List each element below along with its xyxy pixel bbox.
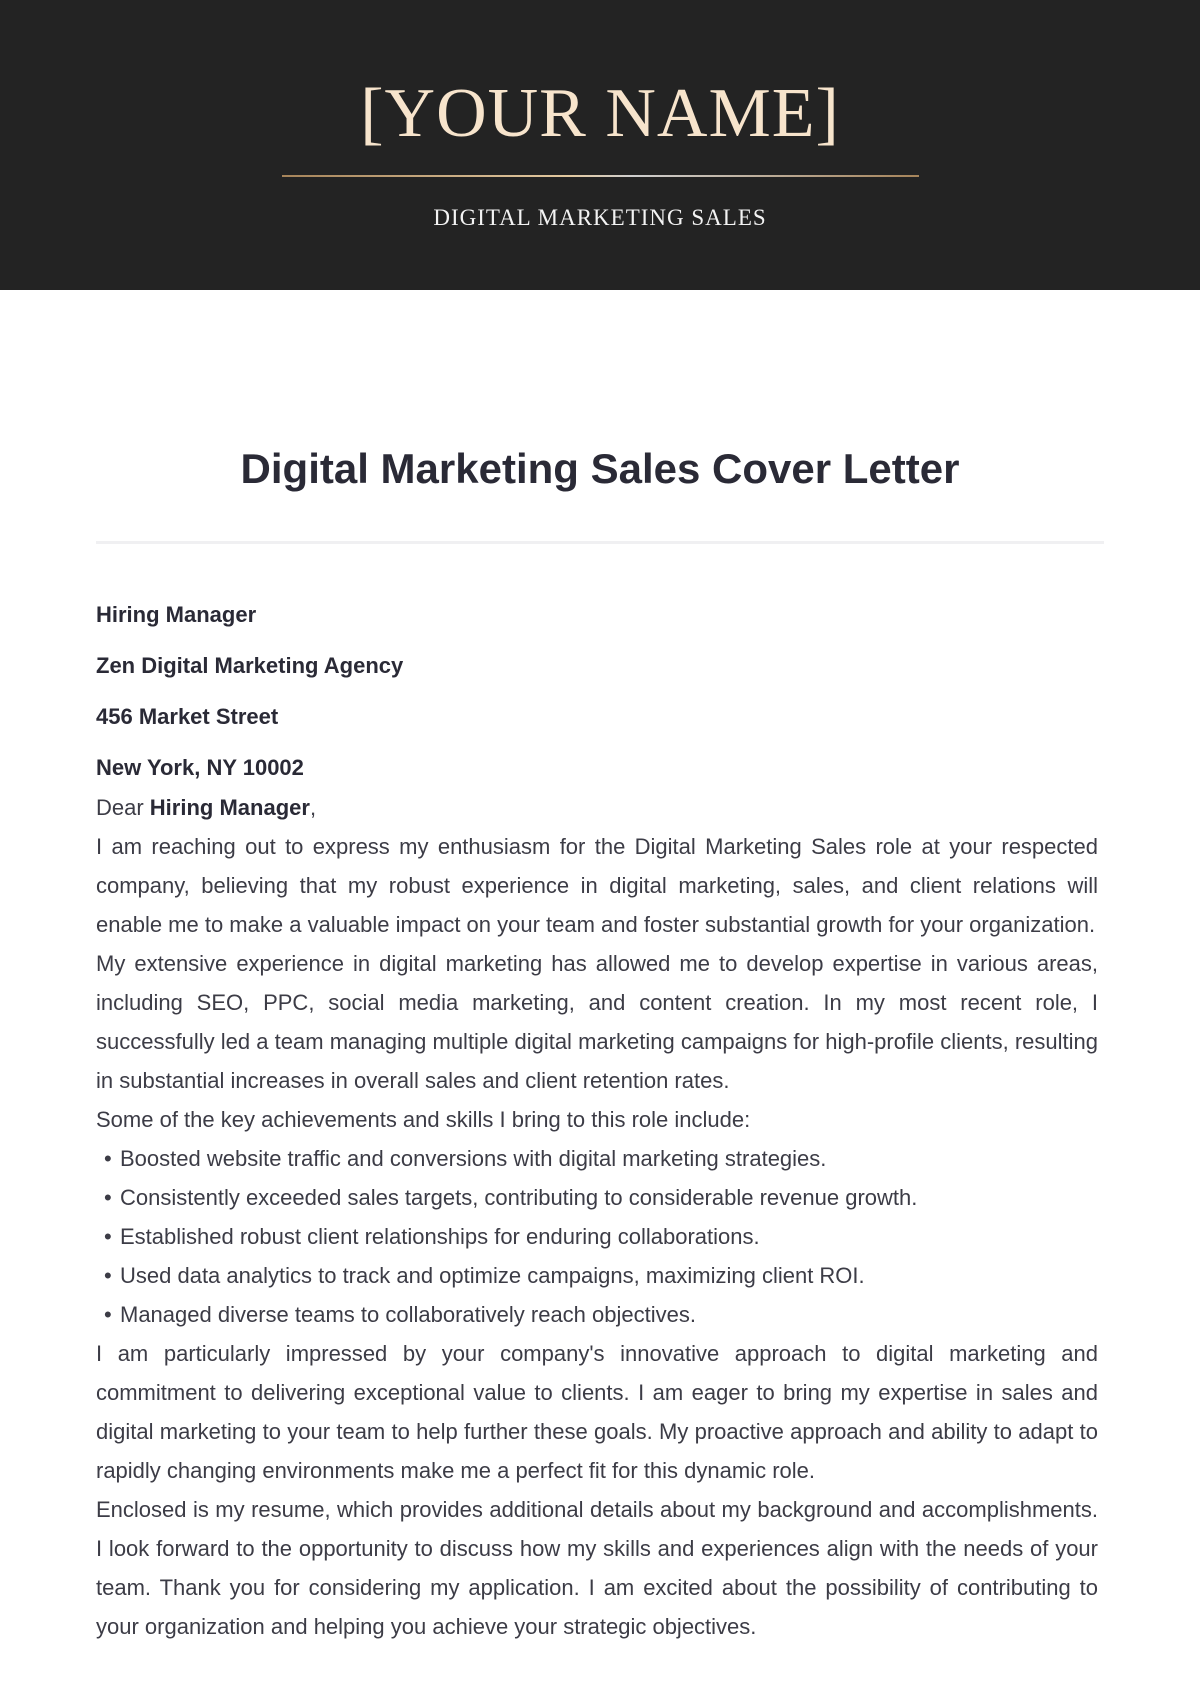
bullet-icon: • [104,1146,112,1171]
recipient-company: Zen Digital Marketing Agency [96,653,404,678]
list-item [96,1217,1098,1256]
salutation-prefix: Dear [96,795,150,820]
list-item [96,1295,1098,1334]
bullet-icon: • [104,1263,112,1288]
list-item [96,1256,1098,1295]
list-item-text: Consistently exceeded sales targets, contributing to considerable revenue growth. [120,1185,918,1210]
recipient-city: New York, NY 10002 [96,755,304,780]
list-item-text: Established robust client relationships for enduring collaborations. [120,1224,760,1249]
applicant-role: DIGITAL MARKETING SALES [433,205,767,230]
recipient-title: Hiring Manager [96,602,257,627]
letter-body [96,788,1098,1646]
applicant-name: [YOUR NAME] [360,75,840,152]
salutation-suffix: , [309,795,317,820]
achievements-intro: Some of the key achievements and skills I bring to this role include: [96,1107,751,1132]
list-item [96,1139,1098,1178]
salutation-name: Hiring Manager [149,795,310,820]
achievements-list [96,1139,1098,1334]
bullet-icon: • [104,1302,112,1327]
salutation [96,788,1098,827]
title-divider [96,541,1104,544]
document-title: Digital Marketing Sales Cover Letter [240,445,960,492]
paragraph-closing: Enclosed is my resume, which provides additional details about my background and accomplishments. I look forward to the opportunity to discuss how my skills and experiences align with the needs of your team. Thank you for considering my application. I am excited about the possibility of contributing to your organization and helping you achieve your strategic objectives. [96,1497,1098,1639]
list-item-text: Boosted website traffic and conversions with digital marketing strategies. [120,1146,827,1171]
letterhead-banner [0,0,1200,290]
paragraph-intro: I am reaching out to express my enthusiasm for the Digital Marketing Sales role at your respected company, believing that my robust experience in digital marketing, sales, and client relations will enable me to make a valuable impact on your team and foster substantial growth for your organization. [96,834,1098,937]
bullet-icon: • [104,1224,112,1249]
bullet-icon: • [104,1185,112,1210]
list-item-text: Managed diverse teams to collaboratively reach objectives. [120,1302,696,1327]
recipient-street: 456 Market Street [96,704,279,729]
list-item-text: Used data analytics to track and optimize campaigns, maximizing client ROI. [120,1263,865,1288]
letterhead-divider [282,175,919,177]
paragraph-experience: My extensive experience in digital marketing has allowed me to develop expertise in various areas, including SEO, PPC, social media marketing, and content creation. In my most recent role, I successfully led a team managing multiple digital marketing campaigns for high-profile clients, resulting in substantial increases in overall sales and client retention rates. [96,951,1098,1093]
paragraph-interest: I am particularly impressed by your company's innovative approach to digital marketing and commitment to delivering exceptional value to clients. I am eager to bring my expertise in sales and digital marketing to your team to help further these goals. My proactive approach and ability to adapt to rapidly changing environments make me a perfect fit for this dynamic role. [96,1341,1098,1483]
list-item [96,1178,1098,1217]
